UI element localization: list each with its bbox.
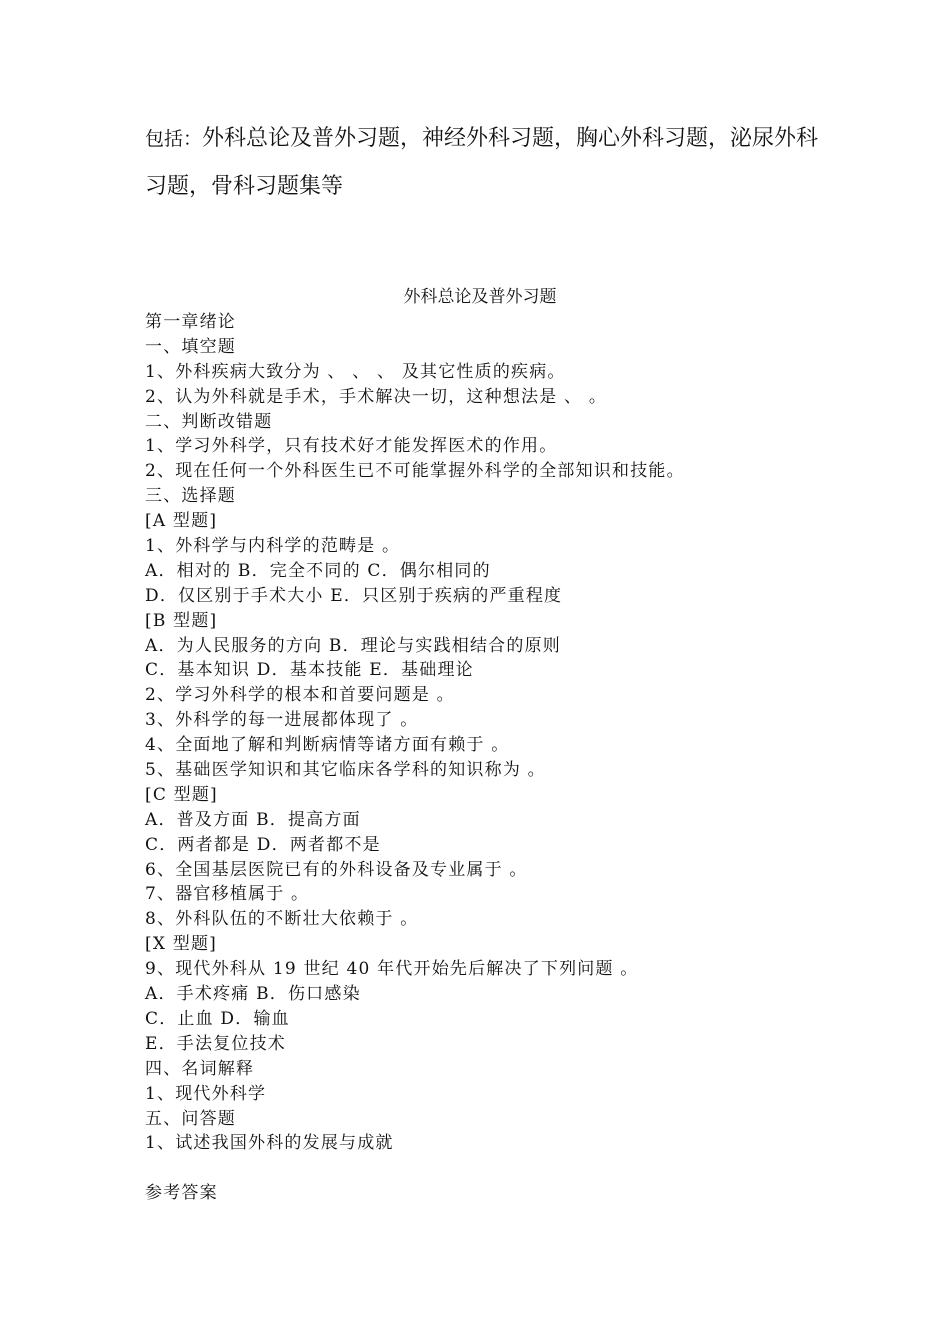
text-line: 2、认为外科就是手术，手术解决一切，这种想法是 、 。 <box>145 386 608 407</box>
text-line: A．为人民服务的方向 B．理论与实践相结合的原则 <box>145 635 561 656</box>
text-line: 三、选择题 <box>145 486 236 507</box>
text-line: 4、全面地了解和判断病情等诸方面有赖于 。 <box>145 735 510 756</box>
text-line: [X 型题] <box>145 934 217 955</box>
text-line: 8、外科队伍的不断壮大依赖于 。 <box>145 909 419 930</box>
text-line: A．普及方面 B．提高方面 <box>145 809 361 830</box>
text-line: [C 型题] <box>145 784 218 805</box>
answer-heading: 参考答案 <box>145 1183 218 1203</box>
text-line: 3、外科学的每一进展都体现了 。 <box>145 710 419 731</box>
text-line: A．手术疼痛 B．伤口感染 <box>145 984 361 1005</box>
text-line: 1、外科疾病大致分为 、 、 、 及其它性质的疾病。 <box>145 361 566 382</box>
text-line: 二、判断改错题 <box>145 411 273 432</box>
text-line: 2、现在任何一个外科医生已不可能掌握外科学的全部知识和技能。 <box>145 461 685 482</box>
text-line: 1、试述我国外科的发展与成就 <box>145 1133 394 1154</box>
intro-text: 外科总论及普外习题，神经外科习题，胸心外科习题，泌尿外科习题，骨科习题集等 <box>145 126 819 199</box>
text-line: [B 型题] <box>145 610 218 631</box>
text-line: 1、学习外科学，只有技术好才能发挥医术的作用。 <box>145 436 558 457</box>
intro-prefix: 包括： <box>145 128 203 150</box>
text-line: 第一章绪论 <box>145 312 236 332</box>
text-line: E．手法复位技术 <box>145 1033 287 1054</box>
text-line: 1、现代外科学 <box>145 1083 267 1104</box>
text-line: 五、问答题 <box>145 1108 236 1129</box>
text-line: [A 型题] <box>145 511 218 532</box>
text-line: 5、基础医学知识和其它临床各学科的知识称为 。 <box>145 760 546 781</box>
text-line: C．止血 D．输血 <box>145 1008 290 1029</box>
text-line: C．两者都是 D．两者都不是 <box>145 834 381 855</box>
text-line: A．相对的 B．完全不同的 C．偶尔相同的 <box>145 560 491 581</box>
text-line: 6、全国基层医院已有的外科设备及专业属于 。 <box>145 859 528 880</box>
text-line: 9、现代外科从 19 世纪 40 年代开始先后解决了下列问题 。 <box>145 959 639 980</box>
text-line: 2、学习外科学的根本和首要问题是 。 <box>145 685 455 706</box>
section-title: 外科总论及普外习题 <box>403 287 557 307</box>
intro-paragraph <box>145 115 825 211</box>
text-line: 一、填空题 <box>145 336 236 357</box>
text-line: D．仅区别于手术大小 E．只区别于疾病的严重程度 <box>145 585 563 606</box>
text-line: 7、器官移植属于 。 <box>145 884 310 905</box>
text-line: 1、外科学与内科学的范畴是 。 <box>145 536 401 557</box>
exercise-lines <box>145 310 865 1156</box>
text-line: 四、名词解释 <box>145 1058 255 1079</box>
text-line: C．基本知识 D．基本技能 E．基础理论 <box>145 660 474 681</box>
